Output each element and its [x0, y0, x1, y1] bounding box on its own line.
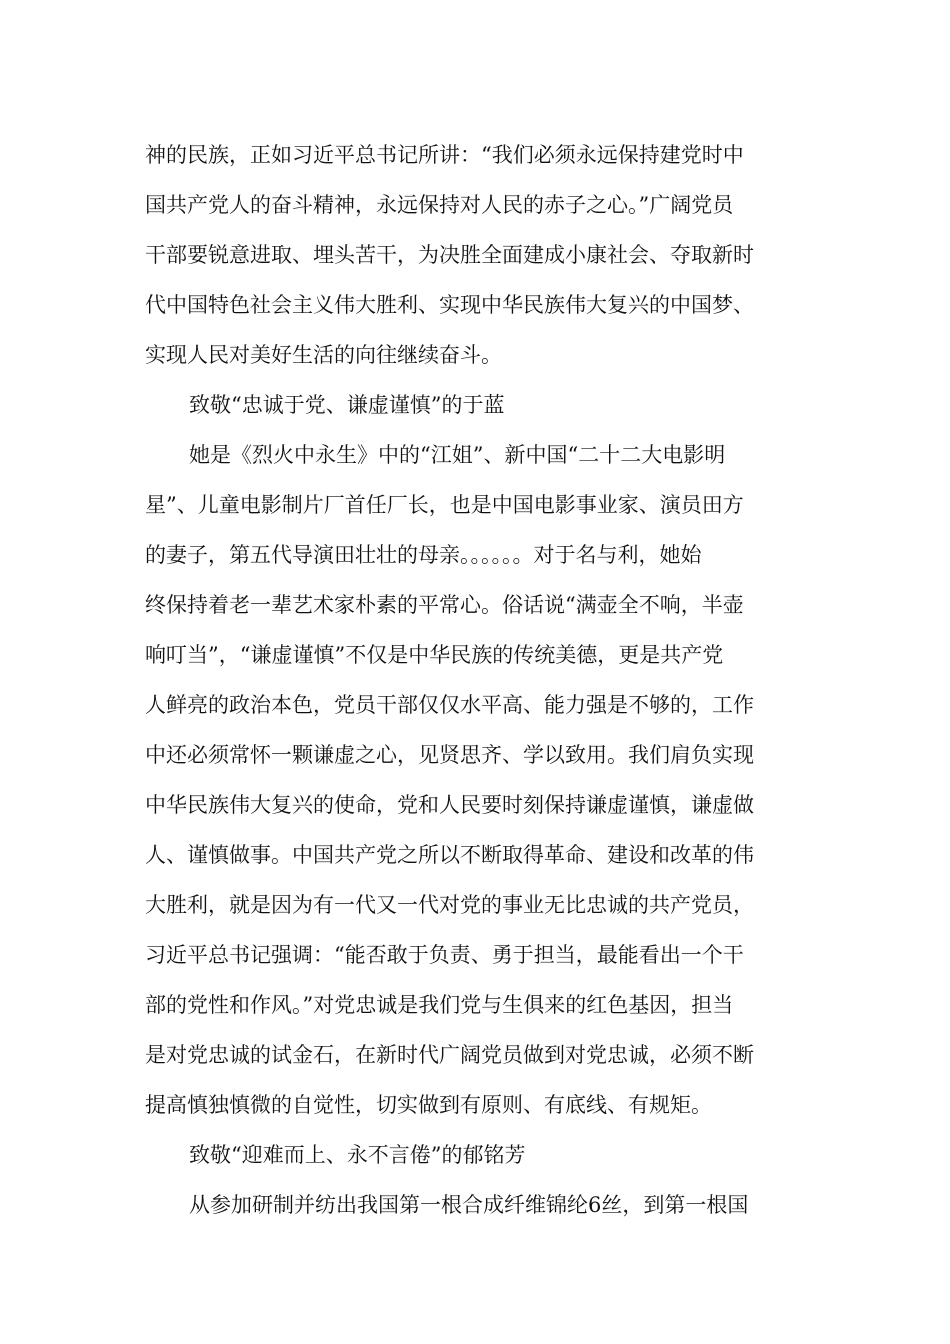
- text-line: 部的党性和作风。”对党忠诚是我们党与生俱来的红色基因，担当: [145, 993, 734, 1017]
- text-line: 代中国特色社会主义伟大胜利、实现中华民族伟大复兴的中国梦、: [145, 293, 754, 317]
- text-line: 的妻子，第五代导演田壮壮的母亲。。。。。。对于名与利，她始: [145, 543, 702, 567]
- text-line: 干部要锐意进取、埋头苦干，为决胜全面建成小康社会、夺取新时: [145, 243, 754, 267]
- text-line: 大胜利，就是因为有一代又一代对党的事业无比忠诚的共产党员，: [145, 893, 754, 917]
- text-line: 实现人民对美好生活的向往继续奋斗。: [145, 343, 502, 367]
- section-heading: 致敬“迎难而上、永不言倦”的郁铭芳: [189, 1143, 526, 1167]
- text-line: 响叮当”，“谦虚谨慎”不仅是中华民族的传统美德，更是共产党: [145, 643, 724, 667]
- text-line: 习近平总书记强调：“能否敢于负责、勇于担当，最能看出一个干: [145, 943, 744, 967]
- text-line: 人鲜亮的政治本色，党员干部仅仅水平高、能力强是不够的，工作: [145, 693, 754, 717]
- text-line: 人、谨慎做事。中国共产党之所以不断取得革命、建设和改革的伟: [145, 843, 754, 867]
- paragraph-first-line: 她是《烈火中永生》中的“江姐”、新中国“二十二大电影明: [189, 443, 726, 467]
- text-line: 国共产党人的奋斗精神，永远保持对人民的赤子之心。”广阔党员: [145, 193, 734, 217]
- text-line: 星”、儿童电影制片厂首任厂长，也是中国电影事业家、演员田方: [145, 493, 744, 517]
- body-text: [145, 130, 810, 1230]
- text-line: 终保持着老一辈艺术家朴素的平常心。俗话说“满壶全不响，半壶: [145, 593, 744, 617]
- text-line: 是对党忠诚的试金石，在新时代广阔党员做到对党忠诚，必须不断: [145, 1043, 754, 1067]
- section-heading: 致敬“忠诚于党、谦虚谨慎”的于蓝: [189, 393, 505, 417]
- text-line: 中还必须常怀一颗谦虚之心，见贤思齐、学以致用。我们肩负实现: [145, 743, 754, 767]
- text-line: 提高慎独慎微的自觉性，切实做到有原则、有底线、有规矩。: [145, 1093, 712, 1117]
- text-line: 神的民族，正如习近平总书记所讲：“我们必须永远保持建党时中: [145, 143, 744, 167]
- paragraph-first-line: 从参加研制并纺出我国第一根合成纤维锦纶6丝，到第一根国: [189, 1193, 749, 1217]
- text-line: 中华民族伟大复兴的使命，党和人民要时刻保持谦虚谨慎，谦虚做: [145, 793, 754, 817]
